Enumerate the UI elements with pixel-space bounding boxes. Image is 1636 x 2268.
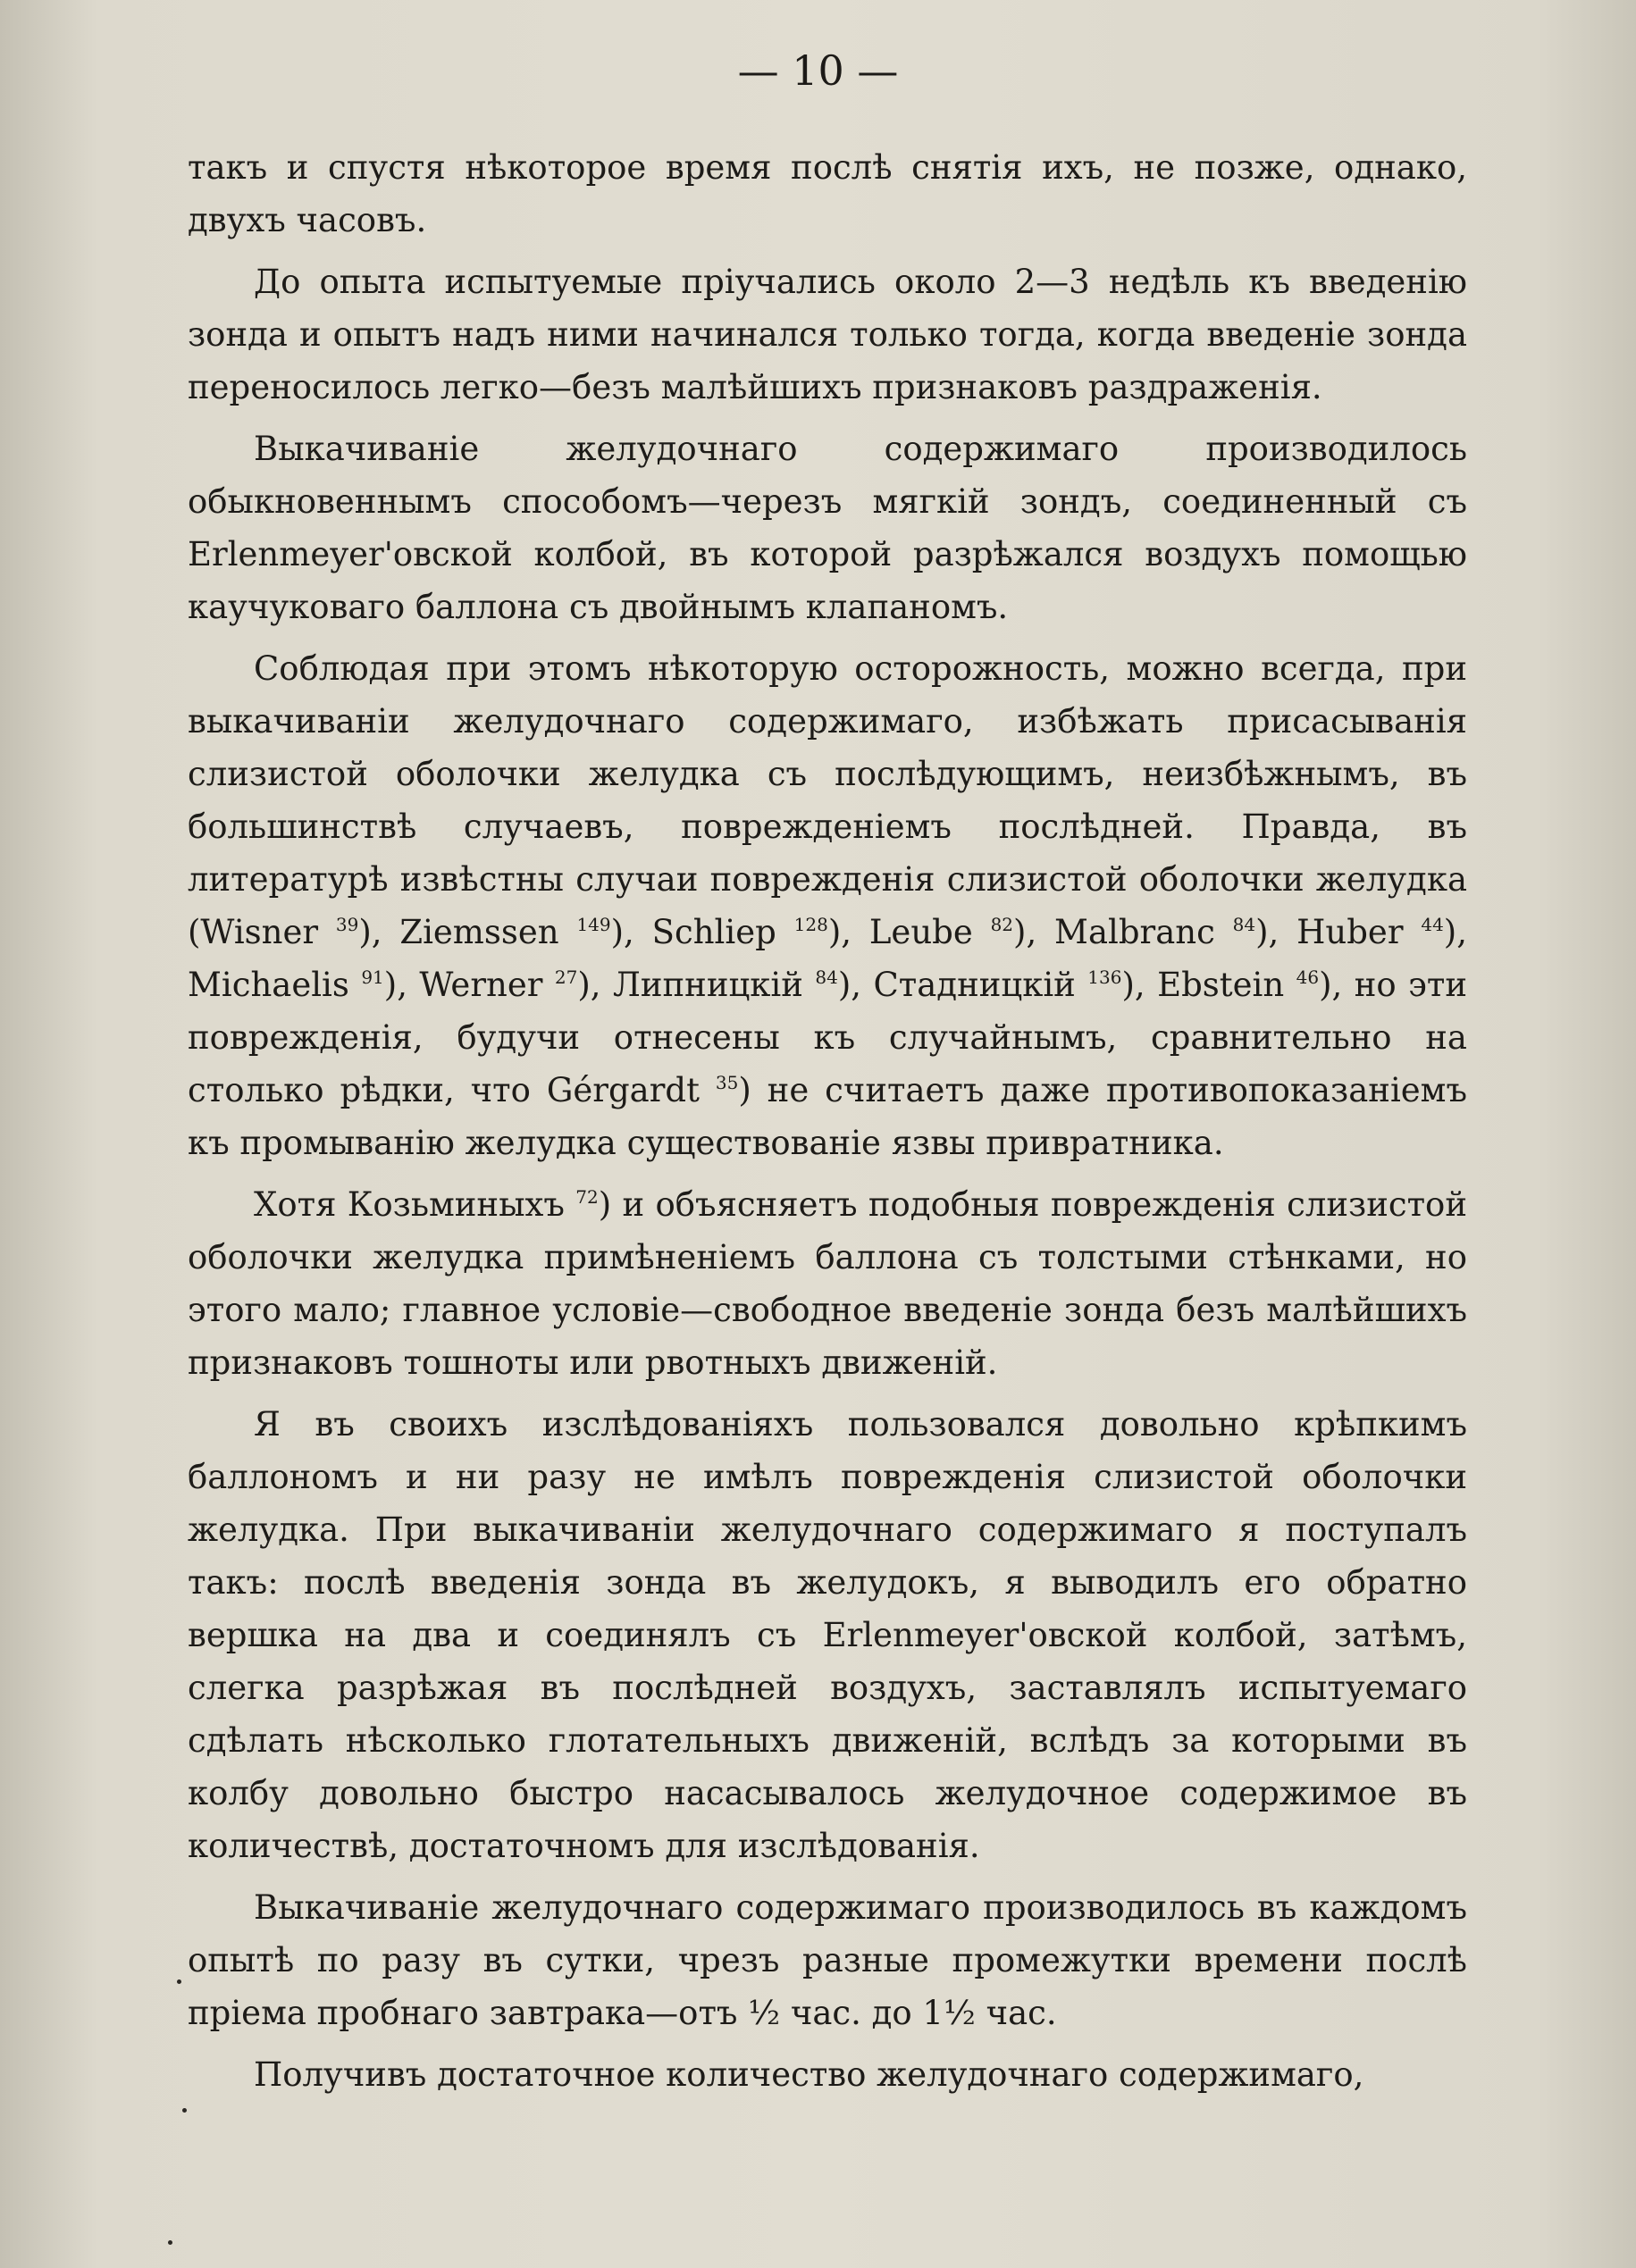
- text-run: ), Malbranc: [1013, 913, 1233, 951]
- body-text: [188, 141, 1467, 2110]
- paragraph-with-references: [188, 1178, 1467, 1389]
- text-run: ), Leube: [827, 913, 991, 951]
- paragraph: Выкачиваніе желудочнаго содержимаго производилось въ каждомъ опытѣ по разу въ сутки, чрезъ разные промежутки времени послѣ пріема пробнаго завтрака—отъ ½ час. до 1½ час.: [188, 1888, 1467, 2032]
- reference-number: 44: [1421, 914, 1444, 935]
- reference-number: 46: [1296, 967, 1320, 988]
- reference-number: 84: [815, 967, 838, 988]
- reference-number: 91: [361, 967, 384, 988]
- text-run: ), Michaelis: [188, 913, 1467, 1004]
- text-run: ), Werner: [383, 966, 555, 1004]
- reference-number: 82: [990, 914, 1014, 935]
- text-run: ), Стадницкій: [837, 966, 1088, 1004]
- reference-number: 84: [1232, 914, 1256, 935]
- paragraph-with-references: [188, 642, 1467, 1169]
- paragraph: Я въ своихъ изслѣдованіяхъ пользовался довольно крѣпкимъ баллономъ и ни разу не имѣлъ поврежденія слизистой оболочки желудка. При выкачиваніи желудочнаго содержимаго я поступалъ такъ: послѣ введенія зонда въ желудокъ, я выводилъ его обратно вершка на два и соединялъ съ Erlenmeyer'овской колбой, затѣмъ, слегка разрѣжая въ послѣдней воздухъ, заставлялъ испытуемаго сдѣлать нѣсколько глотательныхъ движеній, вслѣдъ за которыми въ колбу довольно быстро насасывалось желудочное содержимое въ количествѣ, достаточномъ для изслѣдованія.: [188, 1405, 1467, 1865]
- reference-number: 149: [576, 914, 611, 935]
- reference-number: 136: [1087, 967, 1122, 988]
- text-run: Хотя Козьминыхъ: [254, 1185, 576, 1224]
- paragraph: такъ и спустя нѣкоторое время послѣ снятія ихъ, не позже, однако, двухъ часовъ.: [188, 148, 1467, 239]
- scan-speck: [177, 1979, 181, 1984]
- text-run: ) не считаетъ даже противопоказаніемъ къ промыванію желудка существованіе язвы привратника.: [188, 1071, 1467, 1162]
- text-run: ), Липницкій: [577, 966, 816, 1004]
- reference-number: 128: [793, 914, 828, 935]
- text-run: ), Schliep: [610, 913, 794, 951]
- text-run: ), Ebstein: [1121, 966, 1296, 1004]
- scan-speck: [168, 2240, 172, 2245]
- paragraph: До опыта испытуемые пріучались около 2—3 недѣль къ введенію зонда и опытъ надъ ними начинался только тогда, когда введеніе зонда переносилось легко—безъ малѣйшихъ признаковъ раздраженія.: [188, 263, 1467, 406]
- reference-number: 72: [575, 1186, 599, 1208]
- text-run: ), Huber: [1255, 913, 1422, 951]
- page-number: — 10 —: [737, 46, 899, 95]
- text-run: Соблюдая при этомъ нѣкоторую осторожность, можно всегда, при выкачиваніи желудочнаго содержимаго, избѣжать присасыванія слизистой оболочки желудка съ послѣдующимъ, неизбѣжнымъ, въ большинствѣ случаевъ, поврежденіемъ послѣдней. Правда, въ литературѣ извѣстны случаи поврежденія слизистой оболочки желудка (Wisner: [188, 649, 1467, 951]
- scan-speck: [182, 2108, 187, 2113]
- paragraph: Получивъ достаточное количество желудочнаго содержимаго,: [254, 2055, 1364, 2094]
- reference-number: 35: [715, 1072, 739, 1093]
- text-run: ) и объясняетъ подобныя поврежденія слизистой оболочки желудка примѣненіемъ баллона съ толстыми стѣнками, но этого мало; главное условіе—свободное введеніе зонда безъ малѣйшихъ признаковъ тошноты или рвотныхъ движеній.: [188, 1185, 1467, 1382]
- paragraph: Выкачиваніе желудочнаго содержимаго производилось обыкновеннымъ способомъ—черезъ мягкій зондъ, соединенный съ Erlenmeyer'овской колбой, въ которой разрѣжался воздухъ помощью каучуковаго баллона съ двойнымъ клапаномъ.: [188, 430, 1467, 626]
- reference-number: 27: [554, 967, 578, 988]
- text-run: ), Ziemssen: [358, 913, 577, 951]
- reference-number: 39: [335, 914, 359, 935]
- text-run: ), но эти поврежденія, будучи отнесены къ случайнымъ, сравнительно на столько рѣдки, что Gérgardt: [188, 966, 1467, 1109]
